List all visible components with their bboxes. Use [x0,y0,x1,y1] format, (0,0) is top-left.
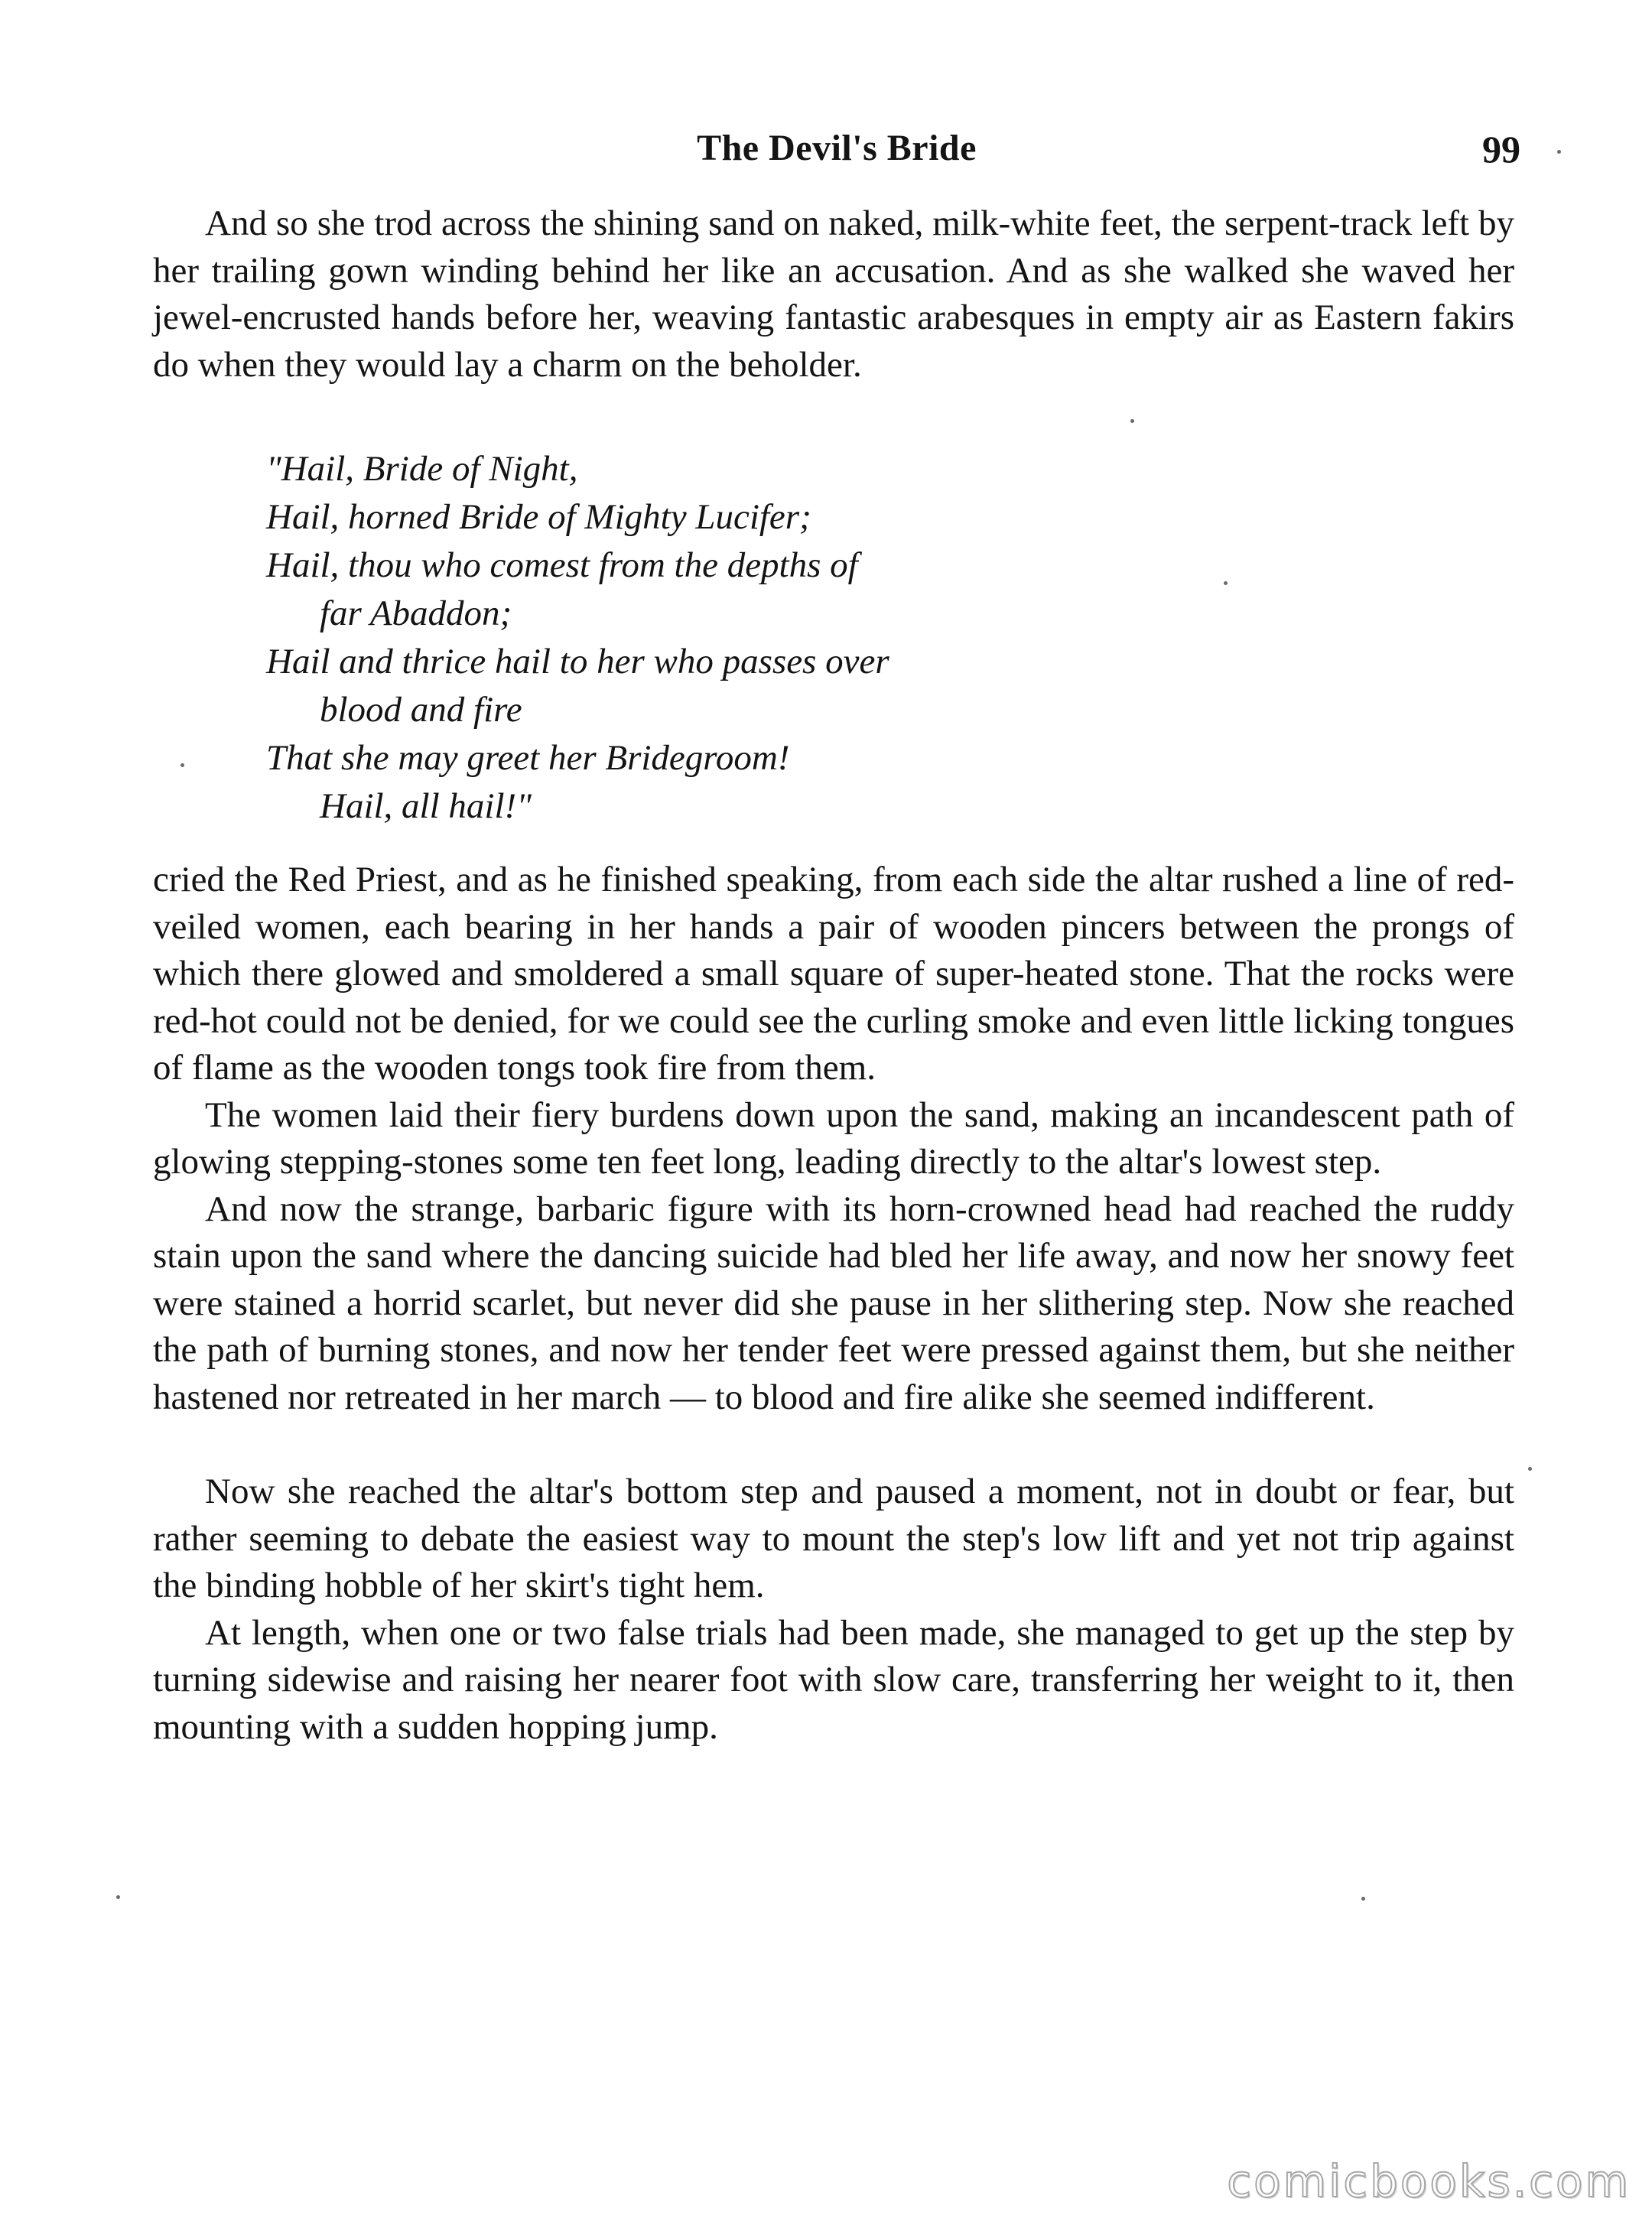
scan-speck [1528,1467,1532,1471]
scan-speck [1361,1897,1365,1901]
verse-line: Hail, horned Bride of Mighty Lucifer; [266,497,811,537]
scan-speck [1130,419,1134,423]
verse-line: Hail, thou who comest from the depths of [266,545,858,585]
verse-line: Hail and thrice hail to her who passes over [266,642,889,681]
paragraph-1: And so she trod across the shining sand on naked, milk-white feet, the serpent-track left by her trailing gown winding behind her like an accusation. And as she walked she waved her jewel-encrusted hands before her, weaving fantastic arabesques in empty air as Eastern fakirs do when they would lay a charm on the beholder. [153,203,1514,385]
verse-line: blood and fire [320,690,522,730]
running-title: The Devil's Bride [697,128,977,168]
verse-line: That she may greet her Bridegroom! [266,738,790,778]
watermark-logo: comicbooks.com [1227,2155,1631,2207]
paragraph-4: And now the strange, barbaric figure with its horn-crowned head had reached the ruddy stain upon the sand where the dancing suicide had bled her life away, and now her snowy feet were stained a horrid scarlet, but never did she pause in her slithering step. Now she reached the path of burning stones, and now her tender feet were pressed against them, but she neither hastened nor retreated in her march — to blood and fire alike she seemed indifferent. [153,1189,1514,1417]
verse-line: Hail, all hail!" [320,786,532,826]
scan-speck [1224,581,1228,585]
body-text [153,200,1514,1751]
running-head [153,127,1520,180]
section-gap [153,1421,1514,1468]
verse-line: "Hail, Bride of Night, [266,449,578,489]
verse-line: far Abaddon; [320,594,512,633]
page-number: 99 [1482,128,1520,171]
verse-block [266,445,1514,831]
paragraph-2: cried the Red Priest, and as he finished speaking, from each side the altar rushed a line of red-veiled women, each bearing in her hands a pair of wooden pincers between the prongs of which there glowed and smoldered a small square of super-heated stone. That the rocks were red-hot could not be denied, for we could see the curling smoke and even little licking tongues of flame as the wooden tongs took fire from them. [153,860,1514,1088]
paragraph-6: At length, when one or two false trials had been made, she managed to get up the step by turning sidewise and raising her nearer foot with slow care, transferring her weight to it, then mounting with a sudden hopping jump. [153,1612,1514,1747]
paragraph-3: The women laid their fiery burdens down upon the sand, making an incandescent path of glowing stepping-stones some ten feet long, leading directly to the altar's lowest step. [153,1094,1514,1182]
paragraph-5: Now she reached the altar's bottom step and paused a moment, not in doubt or fear, but rather seeming to debate the easiest way to mount the step's low lift and yet not trip against the binding hobble of her skirt's tight hem. [153,1472,1514,1605]
scan-speck [180,763,184,767]
scan-speck [1557,150,1561,154]
scan-speck [116,1895,120,1899]
